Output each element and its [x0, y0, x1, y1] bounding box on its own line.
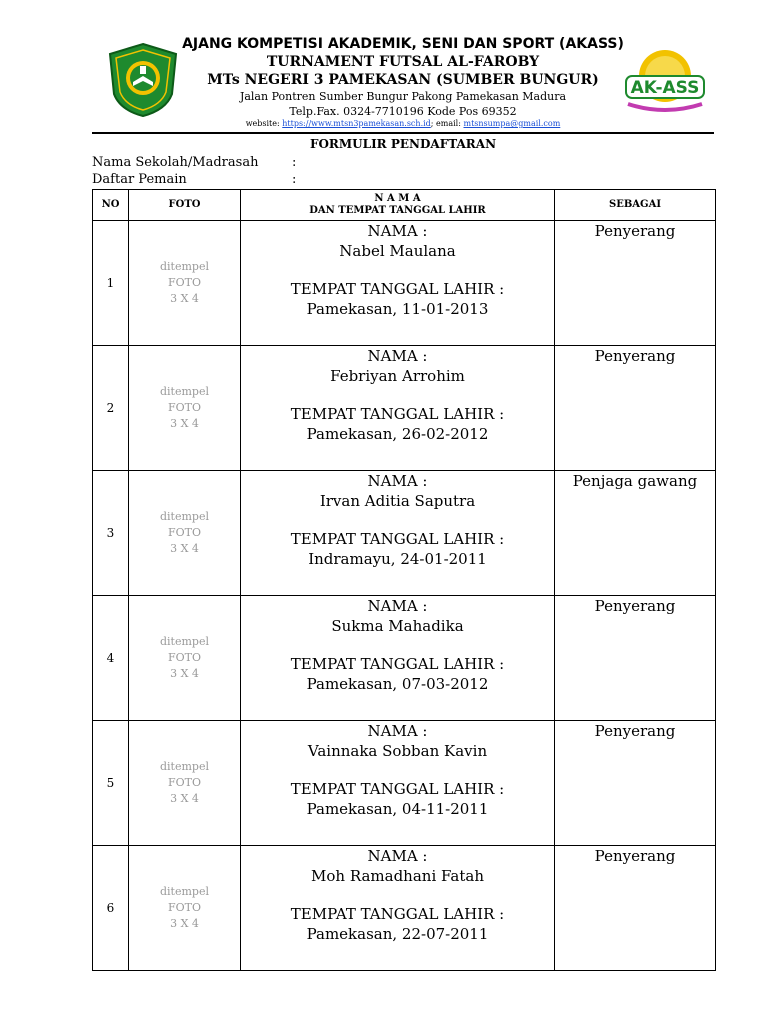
header-sebagai: SEBAGAI: [555, 190, 716, 221]
header-nama: [241, 190, 555, 221]
photo-placeholder: [129, 846, 241, 971]
header-no: NO: [93, 190, 129, 221]
table-row: [93, 596, 716, 721]
table-row: [93, 471, 716, 596]
email-link[interactable]: mtsnsumpa@gmail.com: [463, 119, 561, 128]
player-info: [241, 721, 555, 846]
photo-placeholder-line2: FOTO: [167, 526, 201, 539]
school-label: Nama Sekolah/Madrasah: [92, 155, 259, 170]
name-label: NAMA :: [367, 847, 428, 865]
row-number: 3: [93, 471, 129, 596]
photo-placeholder: [129, 471, 241, 596]
player-info: [241, 221, 555, 346]
player-name: Irvan Aditia Saputra: [319, 492, 476, 510]
player-role: Penyerang: [555, 721, 716, 846]
players-label: Daftar Pemain: [92, 172, 187, 187]
birth-label: TEMPAT TANGGAL LAHIR :: [290, 780, 505, 798]
birth-label: TEMPAT TANGGAL LAHIR :: [290, 655, 505, 673]
event-title: AJANG KOMPETISI AKADEMIK, SENI DAN SPORT (AKASS): [182, 36, 624, 52]
email-label: ; email:: [430, 119, 464, 128]
table-row: [93, 221, 716, 346]
form-title: FORMULIR PENDAFTARAN: [309, 137, 497, 151]
photo-placeholder-line3: 3 X 4: [170, 667, 199, 680]
name-label: NAMA :: [367, 347, 428, 365]
table-row: [93, 346, 716, 471]
photo-placeholder-line3: 3 X 4: [170, 917, 199, 930]
player-birth: Pamekasan, 11-01-2013: [306, 300, 489, 318]
row-number: 4: [93, 596, 129, 721]
player-name: Sukma Mahadika: [331, 617, 464, 635]
row-number: 6: [93, 846, 129, 971]
player-info: [241, 346, 555, 471]
player-info: [241, 471, 555, 596]
photo-placeholder-line1: ditempel: [160, 760, 209, 773]
photo-placeholder-line1: ditempel: [160, 385, 209, 398]
akass-logo-text: AK-ASS: [630, 78, 700, 98]
table-row: [93, 721, 716, 846]
website-label: website:: [245, 119, 283, 128]
school-colon: :: [292, 155, 297, 170]
photo-placeholder-line1: ditempel: [160, 635, 209, 648]
birth-label: TEMPAT TANGGAL LAHIR :: [290, 530, 505, 548]
photo-placeholder-line2: FOTO: [167, 276, 201, 289]
player-birth: Pamekasan, 22-07-2011: [306, 925, 489, 943]
school-phone: Telp.Fax. 0324-7710196 Kode Pos 69352: [289, 105, 517, 118]
player-role: Penyerang: [555, 346, 716, 471]
photo-placeholder-line3: 3 X 4: [170, 542, 199, 555]
row-number: 1: [93, 221, 129, 346]
photo-placeholder: [129, 596, 241, 721]
name-label: NAMA :: [367, 222, 428, 240]
players-colon: :: [292, 172, 297, 187]
player-birth: Indramayu, 24-01-2011: [308, 550, 487, 568]
photo-placeholder-line3: 3 X 4: [170, 292, 199, 305]
photo-placeholder-line1: ditempel: [160, 260, 209, 273]
player-birth: Pamekasan, 07-03-2012: [306, 675, 489, 693]
player-role: Penyerang: [555, 596, 716, 721]
birth-label: TEMPAT TANGGAL LAHIR :: [290, 405, 505, 423]
player-name: Nabel Maulana: [339, 242, 456, 260]
school-address: Jalan Pontren Sumber Bungur Pakong Pamekasan Madura: [239, 90, 567, 103]
photo-placeholder-line2: FOTO: [167, 776, 201, 789]
players-field: [92, 172, 296, 187]
school-field: [92, 155, 296, 170]
registration-table: [92, 189, 716, 971]
player-birth: Pamekasan, 26-02-2012: [306, 425, 489, 443]
player-info: [241, 596, 555, 721]
photo-placeholder-line2: FOTO: [167, 401, 201, 414]
header-divider: [92, 132, 714, 134]
photo-placeholder: [129, 221, 241, 346]
contact-line: [92, 119, 714, 128]
photo-placeholder-line3: 3 X 4: [170, 792, 199, 805]
header-foto: FOTO: [129, 190, 241, 221]
row-number: 5: [93, 721, 129, 846]
photo-placeholder-line2: FOTO: [167, 651, 201, 664]
photo-placeholder: [129, 346, 241, 471]
photo-placeholder-line1: ditempel: [160, 510, 209, 523]
table-row: [93, 846, 716, 971]
website-link[interactable]: https://www.mtsn3pamekasan.sch.id: [282, 119, 431, 128]
letterhead: [92, 28, 714, 134]
player-birth: Pamekasan, 04-11-2011: [306, 800, 489, 818]
photo-placeholder-line3: 3 X 4: [170, 417, 199, 430]
birth-label: TEMPAT TANGGAL LAHIR :: [290, 280, 505, 298]
player-name: Moh Ramadhani Fatah: [311, 867, 484, 885]
photo-placeholder-line1: ditempel: [160, 885, 209, 898]
player-role: Penyerang: [555, 221, 716, 346]
akass-logo-icon: [622, 46, 708, 118]
name-label: NAMA :: [367, 597, 428, 615]
header-nama-line1: N A M A: [374, 193, 421, 204]
name-label: NAMA :: [367, 472, 428, 490]
school-name: MTs NEGERI 3 PAMEKASAN (SUMBER BUNGUR): [207, 72, 599, 88]
photo-placeholder: [129, 721, 241, 846]
table-header-row: [93, 190, 716, 221]
player-name: Febriyan Arrohim: [330, 367, 465, 385]
photo-placeholder-line2: FOTO: [167, 901, 201, 914]
player-info: [241, 846, 555, 971]
row-number: 2: [93, 346, 129, 471]
name-label: NAMA :: [367, 722, 428, 740]
player-role: Penyerang: [555, 846, 716, 971]
tournament-title: TURNAMENT FUTSAL AL-FAROBY: [266, 54, 540, 70]
player-name: Vainnaka Sobban Kavin: [307, 742, 488, 760]
birth-label: TEMPAT TANGGAL LAHIR :: [290, 905, 505, 923]
header-nama-line2: DAN TEMPAT TANGGAL LAHIR: [309, 205, 486, 216]
player-role: Penjaga gawang: [555, 471, 716, 596]
